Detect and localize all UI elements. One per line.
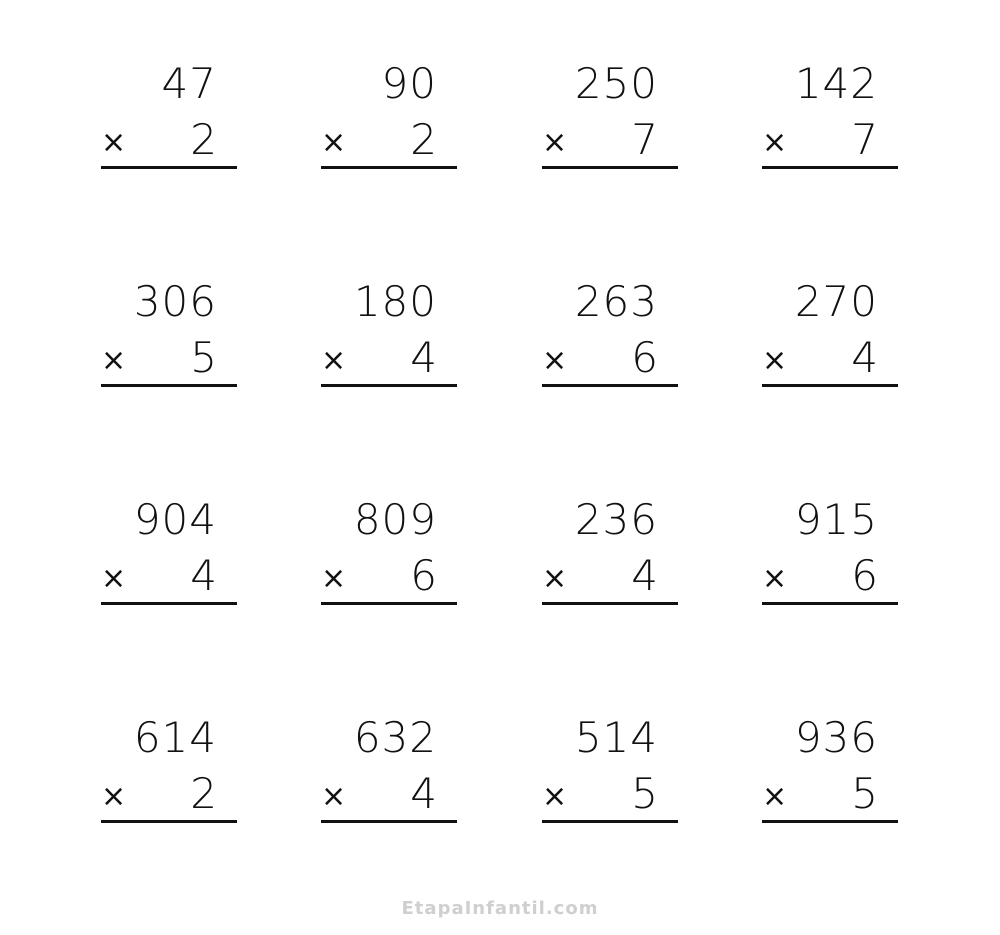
multiplicand: 809 bbox=[353, 495, 437, 544]
answer-line bbox=[101, 384, 237, 387]
multiplier: 4 bbox=[851, 333, 878, 382]
answer-line bbox=[321, 820, 457, 823]
multiplication-problem-3-3 bbox=[542, 496, 678, 626]
multiplicand: 180 bbox=[353, 277, 437, 326]
multiplicand: 142 bbox=[794, 59, 878, 108]
times-sign: × bbox=[542, 561, 568, 596]
times-sign: × bbox=[101, 343, 127, 378]
multiplication-problem-4-4 bbox=[762, 714, 898, 844]
multiplier: 2 bbox=[410, 115, 437, 164]
multiplicand: 90 bbox=[381, 59, 437, 108]
times-sign: × bbox=[321, 125, 347, 160]
multiplicand: 47 bbox=[161, 59, 217, 108]
multiplication-problem-2-2 bbox=[321, 278, 457, 408]
answer-line bbox=[321, 602, 457, 605]
multiplier: 4 bbox=[190, 551, 217, 600]
multiplicand: 250 bbox=[574, 59, 658, 108]
multiplication-problem-2-1 bbox=[101, 278, 237, 408]
times-sign: × bbox=[542, 343, 568, 378]
multiplicand: 270 bbox=[794, 277, 878, 326]
answer-line bbox=[542, 384, 678, 387]
multiplicand: 936 bbox=[794, 713, 878, 762]
times-sign: × bbox=[542, 125, 568, 160]
multiplier: 5 bbox=[190, 333, 217, 382]
times-sign: × bbox=[762, 779, 788, 814]
times-sign: × bbox=[762, 561, 788, 596]
answer-line bbox=[321, 384, 457, 387]
multiplier: 4 bbox=[631, 551, 658, 600]
times-sign: × bbox=[101, 561, 127, 596]
times-sign: × bbox=[321, 343, 347, 378]
multiplication-problem-3-4 bbox=[762, 496, 898, 626]
multiplication-problem-3-1 bbox=[101, 496, 237, 626]
answer-line bbox=[542, 602, 678, 605]
answer-line bbox=[762, 166, 898, 169]
answer-line bbox=[762, 820, 898, 823]
multiplicand: 632 bbox=[353, 713, 437, 762]
answer-line bbox=[101, 602, 237, 605]
times-sign: × bbox=[321, 561, 347, 596]
multiplier: 2 bbox=[190, 769, 217, 818]
multiplication-problem-1-2 bbox=[321, 60, 457, 190]
multiplication-problem-4-2 bbox=[321, 714, 457, 844]
multiplicand: 514 bbox=[574, 713, 658, 762]
multiplier: 5 bbox=[631, 769, 658, 818]
multiplication-problem-3-2 bbox=[321, 496, 457, 626]
multiplier: 6 bbox=[410, 551, 437, 600]
multiplier: 4 bbox=[410, 769, 437, 818]
times-sign: × bbox=[762, 343, 788, 378]
answer-line bbox=[321, 166, 457, 169]
times-sign: × bbox=[542, 779, 568, 814]
multiplier: 7 bbox=[631, 115, 658, 164]
times-sign: × bbox=[101, 779, 127, 814]
multiplicand: 614 bbox=[133, 713, 217, 762]
times-sign: × bbox=[321, 779, 347, 814]
multiplicand: 263 bbox=[574, 277, 658, 326]
multiplier: 7 bbox=[851, 115, 878, 164]
answer-line bbox=[542, 820, 678, 823]
answer-line bbox=[762, 384, 898, 387]
multiplication-problem-1-1 bbox=[101, 60, 237, 190]
multiplicand: 306 bbox=[133, 277, 217, 326]
multiplication-problem-2-3 bbox=[542, 278, 678, 408]
answer-line bbox=[762, 602, 898, 605]
answer-line bbox=[542, 166, 678, 169]
multiplicand: 904 bbox=[133, 495, 217, 544]
multiplication-problem-1-3 bbox=[542, 60, 678, 190]
multiplication-problem-4-1 bbox=[101, 714, 237, 844]
multiplier: 5 bbox=[851, 769, 878, 818]
multiplier: 6 bbox=[851, 551, 878, 600]
times-sign: × bbox=[101, 125, 127, 160]
multiplicand: 915 bbox=[794, 495, 878, 544]
multiplier: 2 bbox=[190, 115, 217, 164]
multiplication-problem-1-4 bbox=[762, 60, 898, 190]
multiplier: 6 bbox=[631, 333, 658, 382]
answer-line bbox=[101, 166, 237, 169]
watermark-text: EtapaInfantil.com bbox=[401, 898, 599, 919]
multiplier: 4 bbox=[410, 333, 437, 382]
times-sign: × bbox=[762, 125, 788, 160]
answer-line bbox=[101, 820, 237, 823]
multiplication-problem-4-3 bbox=[542, 714, 678, 844]
multiplicand: 236 bbox=[574, 495, 658, 544]
multiplication-problem-2-4 bbox=[762, 278, 898, 408]
